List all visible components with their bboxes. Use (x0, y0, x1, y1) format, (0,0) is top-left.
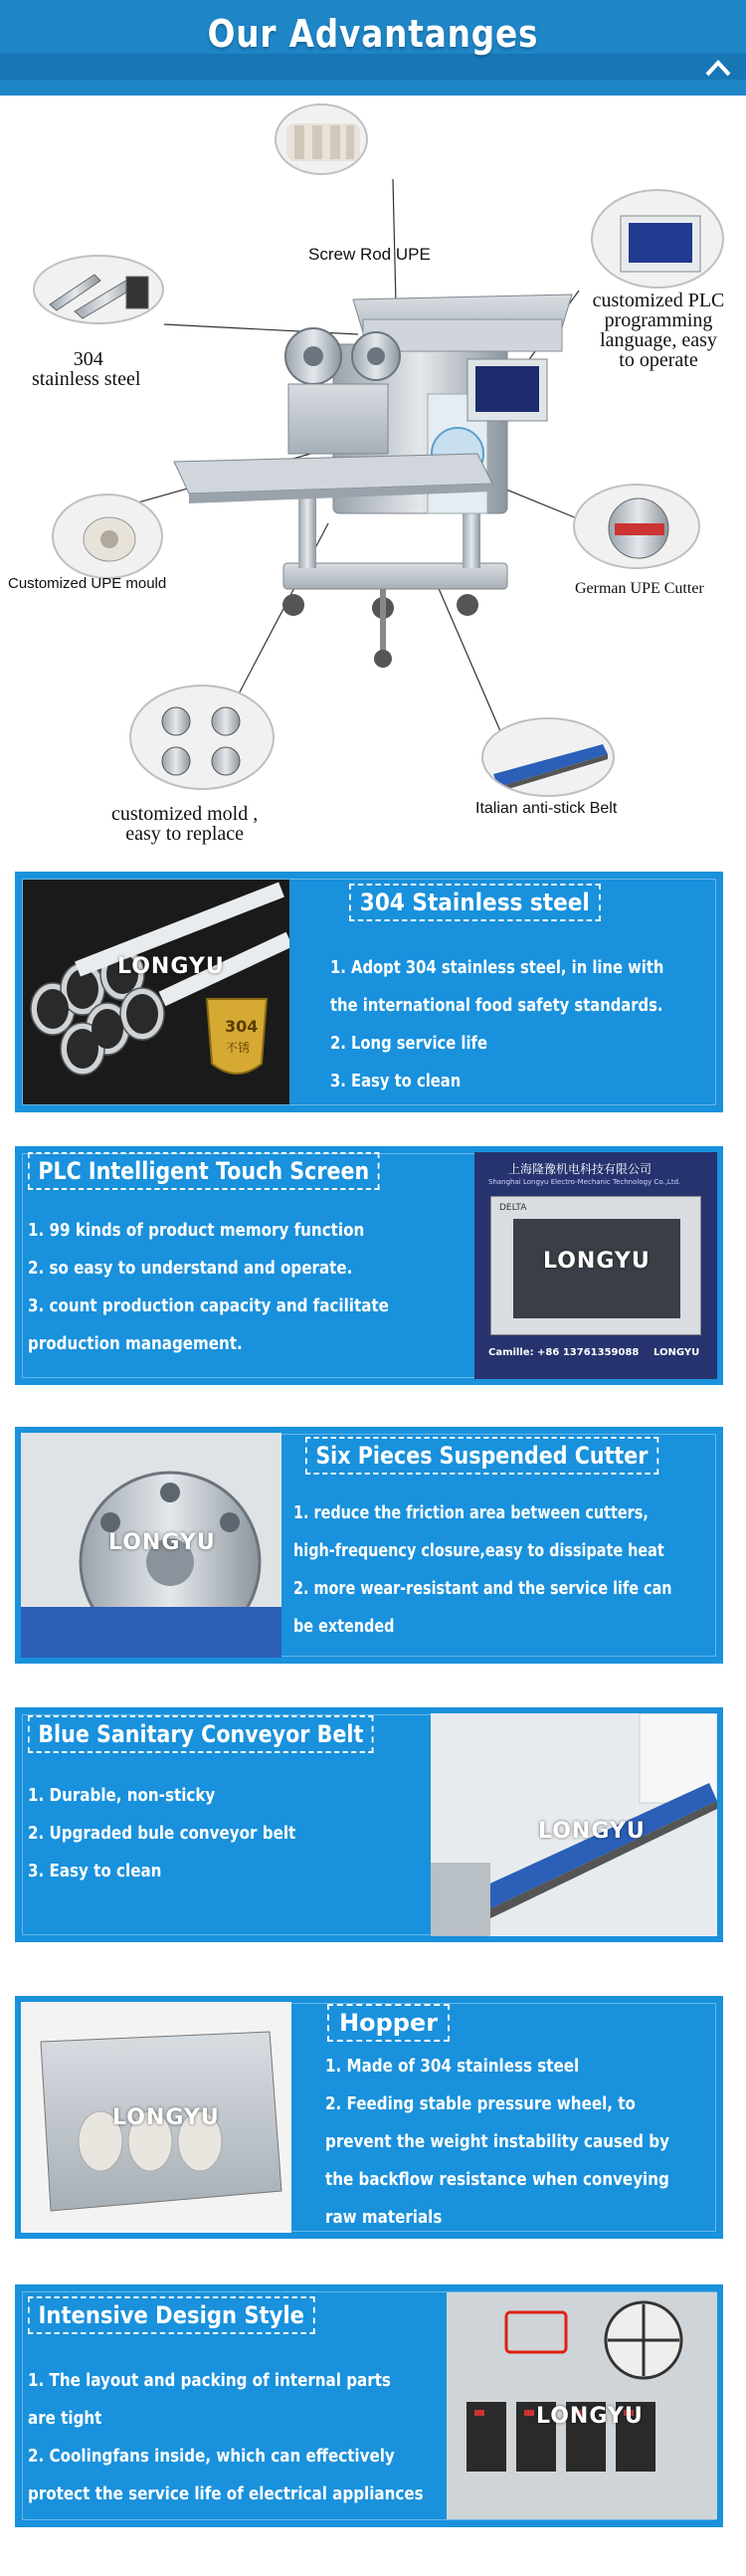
section-cutter (15, 1427, 723, 1664)
list-item: raw materials (325, 2207, 443, 2228)
belt-feature-list (28, 1777, 347, 1890)
plc-screen-photo (591, 189, 724, 289)
stainless-feature-list (330, 949, 737, 1100)
list-item: are tight (28, 2408, 102, 2429)
list-item: be extended (293, 1616, 395, 1637)
label-plc (579, 291, 738, 370)
label-anti-stick-belt: Italian anti-stick Belt (475, 800, 618, 817)
section-conveyor-belt (15, 1707, 723, 1942)
cutter-image (21, 1433, 281, 1658)
hopper-image (21, 2002, 291, 2233)
list-item: 2. Long service life (330, 1033, 487, 1054)
steel-badge-number: 304 (225, 1017, 259, 1036)
list-item: 3. Easy to clean (28, 1861, 162, 1882)
section-title-design: Intensive Design Style (28, 2296, 315, 2334)
list-item: 1. Durable, non-sticky (28, 1785, 216, 1806)
list-item: 1. Adopt 304 stainless steel, in line with (330, 957, 664, 978)
watermark: LONGYU (112, 2105, 220, 2130)
label-plc-line3: language, easy (600, 329, 717, 351)
list-item: 3. Easy to clean (330, 1071, 462, 1091)
list-item: the backflow resistance when conveying (325, 2169, 669, 2190)
watermark: LONGYU (536, 2404, 644, 2429)
screen-bezel (490, 1196, 701, 1335)
list-item: 3. count production capacity and facilitate (28, 1295, 389, 1316)
screen-brand-en: Shanghai Longyu Electro-Mechanic Technology Co.,Ltd. (488, 1178, 681, 1186)
stainless-tubes-photo (33, 255, 164, 324)
list-item: 2. so easy to understand and operate. (28, 1258, 353, 1279)
design-feature-list (28, 2362, 498, 2513)
list-item: production management. (28, 1333, 243, 1354)
list-item: 1. The layout and packing of internal parts (28, 2370, 391, 2391)
list-item: the international food safety standards. (330, 995, 663, 1016)
section-title-hopper: Hopper (327, 2004, 450, 2042)
steel-badge-text: 不锈 (226, 1041, 251, 1055)
list-item: 2. Coolingfans inside, which can effectively (28, 2446, 395, 2467)
label-mold-line2: easy to replace (125, 823, 245, 845)
section-title-cutter: Six Pieces Suspended Cutter (305, 1437, 658, 1475)
section-design-style (15, 2284, 723, 2527)
custom-mold-photo (129, 685, 275, 790)
plc-feature-list (28, 1212, 458, 1363)
plc-screen-image (474, 1152, 717, 1379)
label-plc-line2: programming (604, 309, 713, 331)
list-item: 2. Feeding stable pressure wheel, to (325, 2093, 636, 2114)
list-item: 2. Upgraded bule conveyor belt (28, 1823, 296, 1844)
list-item: 1. reduce the friction area between cutters, (293, 1502, 649, 1523)
screen-panel-brand: DELTA (499, 1203, 527, 1213)
label-stainless-steel (32, 348, 141, 390)
page-title: Our Advantanges (207, 12, 539, 56)
machine-overview (0, 96, 746, 862)
page-header (0, 0, 746, 96)
list-item: 2. more wear-resistant and the service life can (293, 1578, 672, 1599)
anti-stick-belt-photo (481, 717, 615, 797)
upe-mould-photo (52, 494, 163, 579)
hopper-feature-list (325, 2048, 735, 2237)
screen-contact: Camille: +86 13761359088 (488, 1347, 640, 1358)
list-item: protect the service life of electrical appliances (28, 2483, 424, 2504)
section-stainless-steel (15, 872, 723, 1112)
label-mold-line1: customized mold , (111, 803, 259, 825)
label-german-cutter: German UPE Cutter (575, 580, 704, 597)
header-band (0, 54, 746, 80)
conveyor-belt-image (431, 1713, 717, 1936)
list-item: high-frequency closure,easy to dissipate heat (293, 1540, 664, 1561)
section-title-belt: Blue Sanitary Conveyor Belt (28, 1715, 374, 1753)
label-plc-line4: to operate (619, 349, 698, 371)
watermark: LONGYU (117, 954, 225, 979)
label-custom-mold (111, 804, 258, 844)
label-upe-mould: Customized UPE mould (8, 575, 167, 592)
label-stainless-line2: stainless steel (32, 368, 141, 390)
watermark: LONGYU (538, 1819, 646, 1844)
section-plc-screen (15, 1146, 723, 1385)
list-item: 1. Made of 304 stainless steel (325, 2056, 580, 2077)
german-cutter-photo (573, 484, 700, 569)
label-screw-rod: Screw Rod UPE (308, 245, 431, 264)
stainless-tubes-image (23, 880, 289, 1104)
screen-brand-cn: 上海隆豫机电科技有限公司 (508, 1162, 653, 1176)
label-stainless-line1: 304 (73, 348, 103, 370)
watermark: LONGYU (543, 1249, 651, 1274)
section-title-plc: PLC Intelligent Touch Screen (28, 1152, 380, 1190)
watermark: LONGYU (108, 1530, 216, 1555)
label-plc-line1: customized PLC (592, 290, 725, 311)
section-title-stainless: 304 Stainless steel (349, 884, 601, 921)
chevron-up-icon (704, 58, 732, 78)
list-item: prevent the weight instability caused by (325, 2131, 669, 2152)
screen-logo: LONGYU (653, 1347, 700, 1358)
cutter-feature-list (293, 1494, 746, 1646)
screw-rod-photo (275, 103, 368, 175)
section-hopper (15, 1996, 723, 2239)
list-item: 1. 99 kinds of product memory function (28, 1220, 365, 1241)
